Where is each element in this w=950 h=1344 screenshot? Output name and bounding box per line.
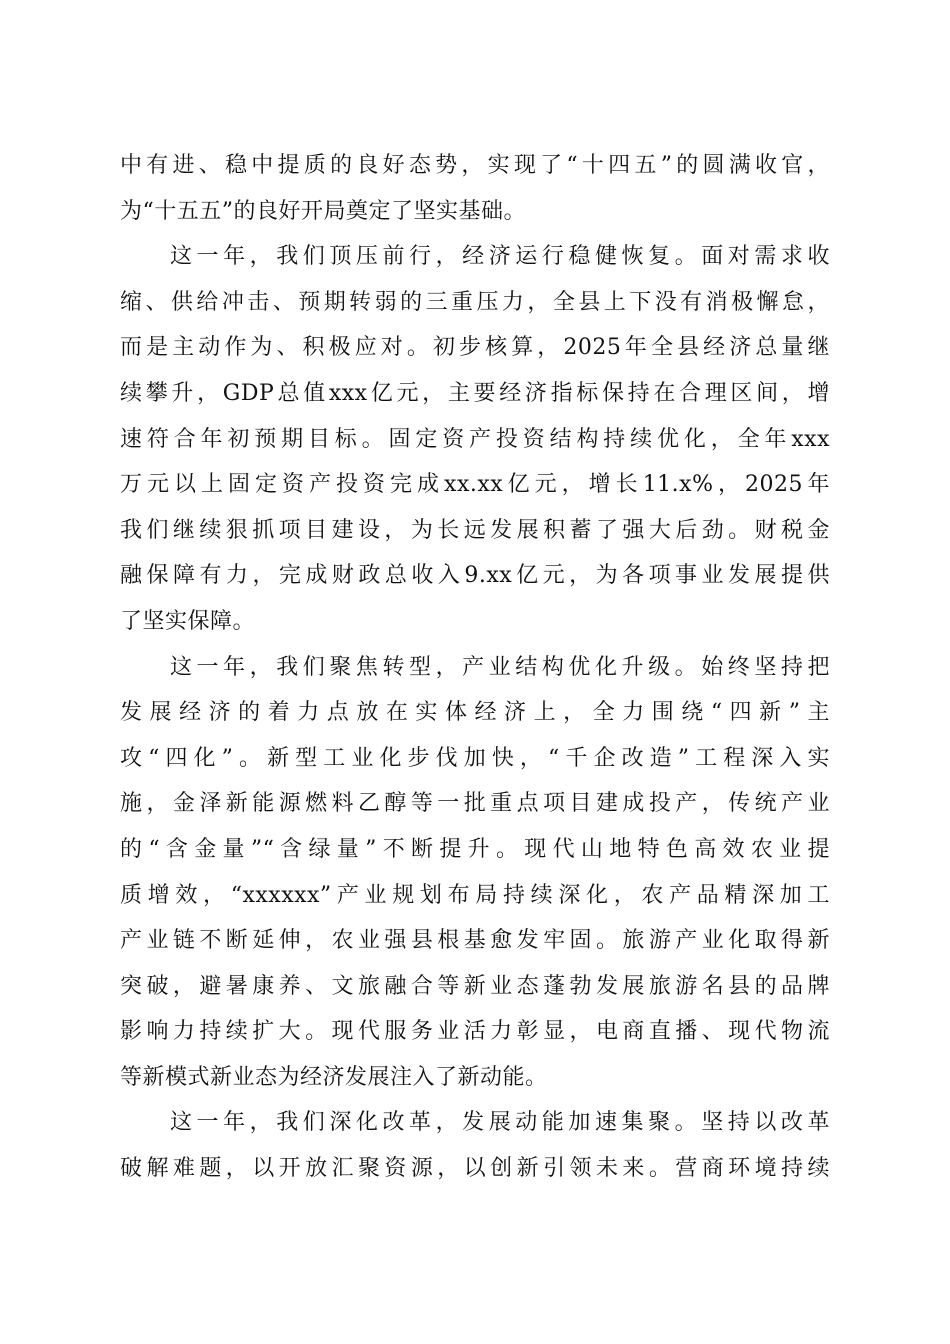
text-line: 而是主动作为、积极应对。初步核算，2025年全县经济总量继 — [120, 335, 830, 361]
text-line: 融保障有力，完成财政总收入9.xx亿元，为各项事业发展提供 — [120, 563, 830, 589]
text-line: 质增效，“xxxxxx”产业规划布局持续深化，农产品精深加工 — [120, 882, 830, 908]
paragraph-start-line: 这一年，我们顶压前行，经济运行稳健恢复。面对需求收 — [170, 244, 830, 270]
text-line: 影响力持续扩大。现代服务业活力彰显，电商直播、现代物流 — [120, 1019, 830, 1045]
text-line: 为“十五五”的良好开局奠定了坚实基础。 — [120, 198, 526, 224]
text-line: 缩、供给冲击、预期转弱的三重压力，全县上下没有消极懈怠， — [120, 289, 830, 315]
text-line: 续攀升，GDP总值xxx亿元，主要经济指标保持在合理区间，增 — [120, 380, 830, 406]
text-line: 的“含金量”“含绿量”不断提升。现代山地特色高效农业提 — [120, 836, 830, 862]
text-line: 速符合年初预期目标。固定资产投资结构持续优化，全年xxx — [120, 426, 830, 452]
text-line: 发展经济的着力点放在实体经济上，全力围绕“四新”主 — [120, 700, 830, 726]
paragraph-start-line: 这一年，我们聚焦转型，产业结构优化升级。始终坚持把 — [170, 654, 830, 680]
text-line: 中有进、稳中提质的良好态势，实现了“十四五”的圆满收官， — [120, 153, 830, 178]
text-line: 施，金泽新能源燃料乙醇等一批重点项目建成投产，传统产业 — [120, 791, 830, 817]
body-text — [120, 143, 830, 1192]
text-line: 等新模式新业态为经济发展注入了新动能。 — [120, 1064, 548, 1090]
text-line: 产业链不断延伸，农业强县根基愈发牢固。旅游产业化取得新 — [120, 928, 830, 954]
text-line: 突破，避暑康养、文旅融合等新业态蓬勃发展旅游名县的品牌 — [120, 973, 830, 999]
text-line: 万元以上固定资产投资完成xx.xx亿元，增长11.x%，2025年 — [120, 472, 830, 498]
text-line: 攻“四化”。新型工业化步伐加快，“千企改造”工程深入实 — [120, 745, 830, 771]
text-line: 破解难题，以开放汇聚资源，以创新引领未来。营商环境持续 — [120, 1156, 830, 1182]
text-line: 了坚实保障。 — [120, 608, 256, 634]
text-line: 我们继续狠抓项目建设，为长远发展积蓄了强大后劲。财税金 — [120, 517, 830, 543]
paragraph-start-line: 这一年，我们深化改革，发展动能加速集聚。坚持以改革 — [170, 1110, 830, 1136]
